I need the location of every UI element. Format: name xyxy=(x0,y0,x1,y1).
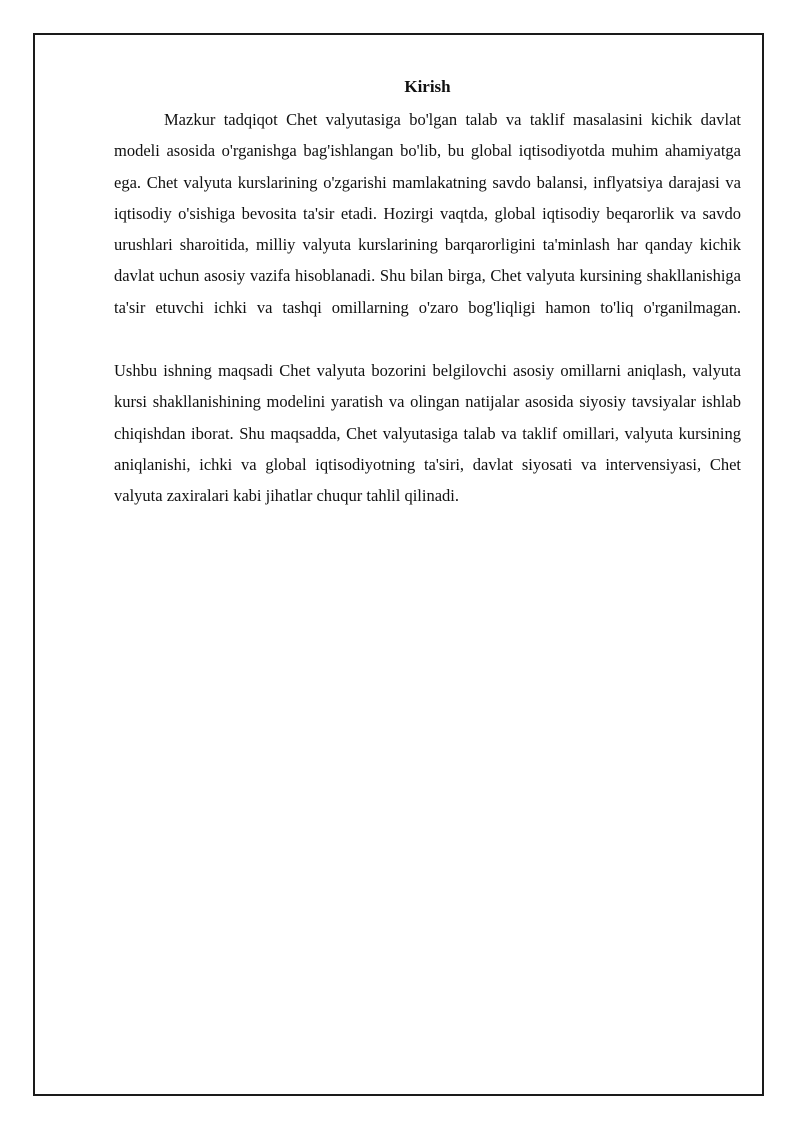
paragraph-purpose: Ushbu ishning maqsadi Chet valyuta bozorini belgilovchi asosiy omillarni aniqlash, valyuta kursi shakllanishining modelini yaratish va olingan natijalar asosida siyosiy tavsiyalar ishlab chiqishdan iborat. Shu maqsadda, Chet valyutasiga talab va taklif omillari, valyuta kursining aniqlanishi, ichki va global iqtisodiyotning ta'siri, davlat siyosati va intervensiyasi, Chet valyuta zaxiralari kabi jihatlar chuqur tahlil qilinadi. xyxy=(114,361,741,506)
paragraph-spacer xyxy=(114,323,741,355)
document-body xyxy=(114,76,741,512)
document-title: Kirish xyxy=(404,77,451,96)
paragraph-introduction: Mazkur tadqiqot Chet valyutasiga bo'lgan talab va taklif masalasini kichik davlat modeli asosida o'rganishga bag'ishlangan bo'lib, bu global iqtisodiyotda muhim ahamiyatga ega. Chet valyuta kurslarining o'zgarishi mamlakatning savdo balansi, inflyatsiya darajasi va iqtisodiy o'sishiga bevosita ta'sir etadi. Hozirgi vaqtda, global iqtisodiy beqarorlik va savdo urushlari sharoitida, milliy valyuta kurslarining barqarorligini ta'minlash har qanday kichik davlat uchun asosiy vazifa hisoblanadi. Shu bilan birga, Chet valyuta kursining shakllanishiga ta'sir etuvchi ichki va tashqi omillarning o'zaro bog'liqligi hamon to'liq o'rganilmagan. xyxy=(114,110,741,317)
